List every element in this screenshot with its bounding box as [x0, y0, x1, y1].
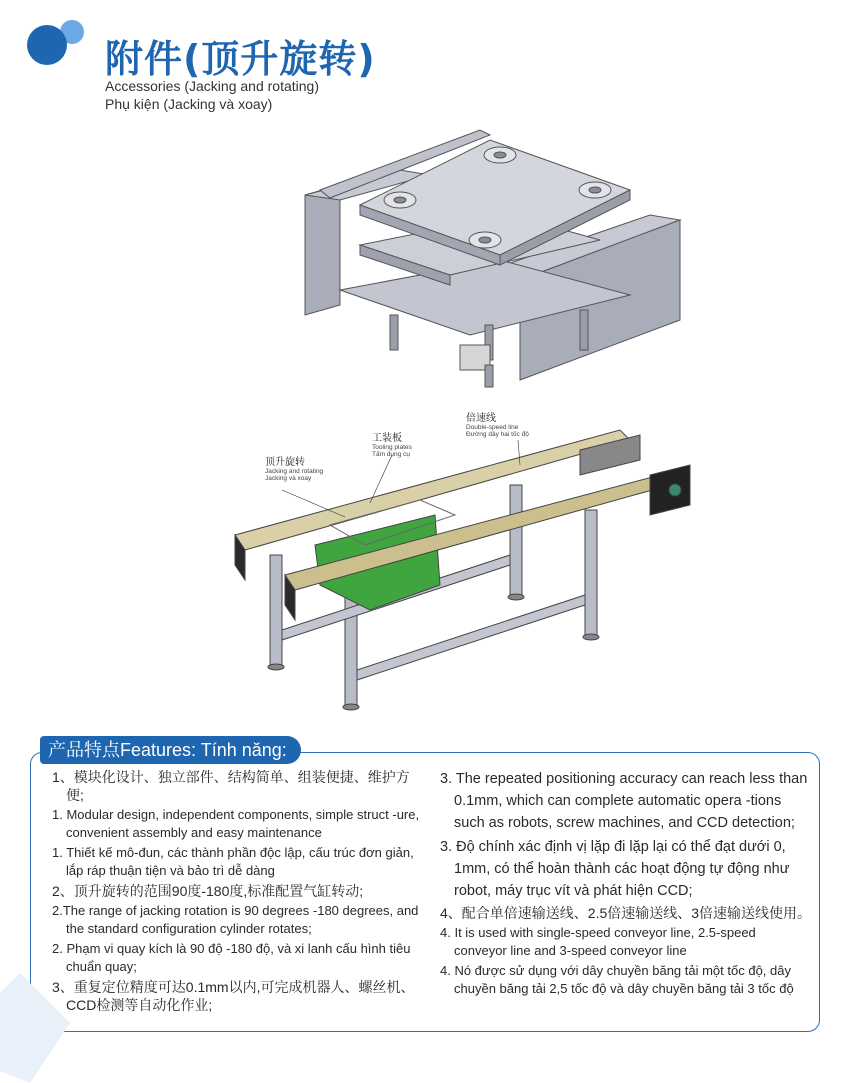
background-decoration-icon: [0, 973, 70, 1083]
callout-jacking-zh: 顶升旋转: [265, 457, 305, 468]
feature-3-vi: 3. Độ chính xác định vị lặp đi lặp lại có thể đạt dưới 0, 1mm, có thể hoàn thành các hoạt động tự động như robot, máy trục vít và phát hiện CCD;: [440, 839, 790, 899]
feature-4-en: 4. It is used with single-speed conveyor line, 2.5-speed conveyor line and 3-speed conveyor line: [440, 925, 756, 958]
feature-2-zh: 2、顶升旋转的范围90度-180度,标准配置气缸转动;: [52, 883, 364, 899]
callout-jacking-vi: Jacking và xoay: [265, 475, 312, 482]
conveyor-line-illustration: [220, 405, 700, 725]
callout-jacking: [265, 458, 323, 482]
features-banner: 产品特点Features: Tính năng:: [40, 736, 301, 764]
features-left-column: [52, 768, 422, 1016]
feature-3-en: 3. The repeated positioning accuracy can reach less than 0.1mm, which can complete automatic opera -tions such as robots, screw machines, and CCD detection;: [440, 771, 808, 831]
logo-circles-icon: [22, 18, 92, 68]
callout-tooling: [372, 434, 412, 458]
feature-3-zh: 3、重复定位精度可达0.1mm以内,可完成机器人、螺丝机、CCD检测等自动化作业;: [52, 979, 415, 1013]
callout-tooling-zh: 工装板: [372, 433, 402, 444]
jacking-module-illustration: [300, 120, 690, 390]
callout-tooling-vi: Tấm dụng cụ: [372, 451, 410, 458]
feature-4-vi: 4. Nó được sử dụng với dây chuyền băng tải một tốc độ, dây chuyền băng tải 2,5 tốc độ và dây chuyền băng tải 3 tốc độ: [440, 963, 794, 996]
feature-2-vi: 2. Phạm vi quay kích là 90 độ -180 độ, và xi lanh cấu hình tiêu chuẩn quay;: [52, 941, 411, 974]
subtitle-en: Accessories (Jacking and rotating): [105, 78, 319, 94]
callout-double-speed-zh: 倍速线: [466, 413, 496, 424]
subtitle-vi: Phụ kiện (Jacking và xoay): [105, 96, 273, 112]
page-title: 附件(顶升旋转): [105, 37, 376, 81]
feature-1-zh: 1、模块化设计、独立部件、结构简单、组装便捷、维护方便;: [52, 769, 410, 803]
feature-2-en: 2.The range of jacking rotation is 90 degrees -180 degrees, and the standard configuration cylinder rotates;: [52, 903, 419, 936]
features-right-column: [440, 768, 812, 1000]
callout-double-speed: [466, 414, 529, 438]
callout-double-speed-en: Double-speed line: [466, 424, 519, 431]
feature-1-en: 1. Modular design, independent components, simple struct -ure, convenient assembly and easy maintenance: [52, 807, 420, 840]
feature-1-vi: 1. Thiết kế mô-đun, các thành phần độc lập, cấu trúc đơn giản, lắp ráp thuận tiện và bảo trì dễ dàng: [52, 845, 414, 878]
callout-double-speed-vi: Đường dây hai tốc độ: [466, 431, 529, 438]
callout-jacking-en: Jacking and rotating: [265, 468, 324, 475]
feature-4-zh: 4、配合单倍速输送线、2.5倍速输送线、3倍速输送线使用。: [440, 905, 812, 921]
callout-tooling-en: Tooling plates: [372, 444, 412, 451]
